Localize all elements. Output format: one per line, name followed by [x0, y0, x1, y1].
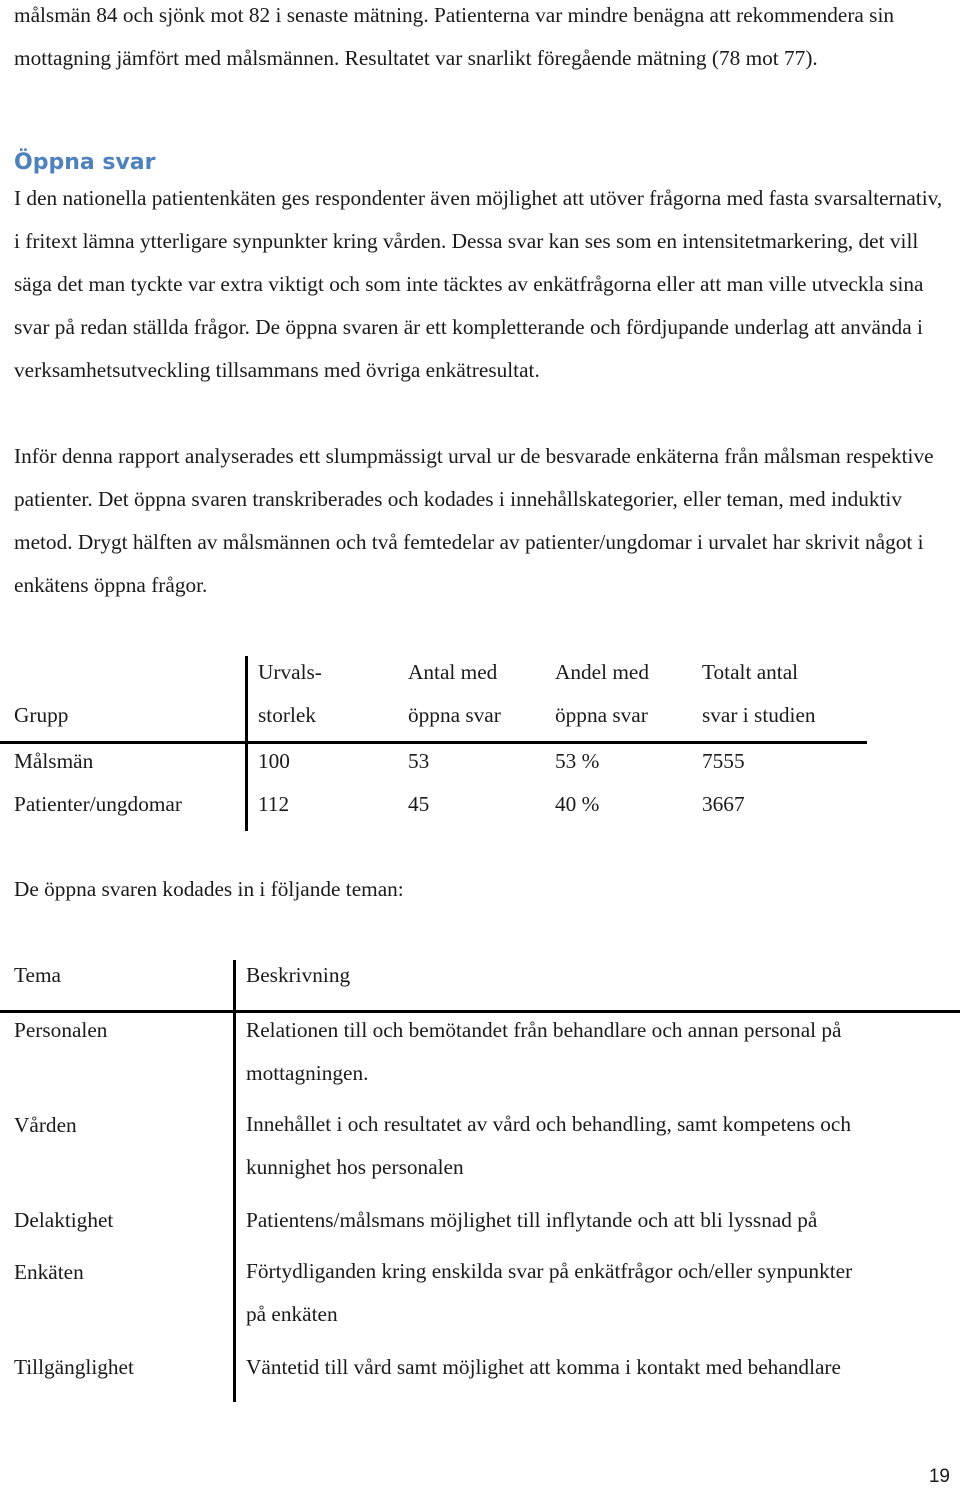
table-divider: [233, 960, 236, 1402]
cell-beskrivning: Patientens/målsmans möjlighet till inflytande och att bli lyssnad på: [246, 1208, 818, 1232]
body-paragraph: Inför denna rapport analyserades ett slumpmässigt urval ur de besvarade enkäterna från målsman respektive patienter. Det öppna svaren transkriberades och kodades i innehållskategorier, eller teman, med induktiv metod. Drygt hälften av målsmännen och två femtedelar av patienter/ungdomar i urvalet har skrivit något i enkätens öppna frågor.: [14, 444, 934, 597]
cell-tema: Vården: [14, 1113, 77, 1137]
header-urval-line1: Urvals-: [258, 660, 322, 684]
header-totalt-line2: svar i studien: [702, 703, 816, 727]
header-antal-line1: Antal med: [408, 660, 498, 684]
header-grupp: Grupp: [14, 703, 69, 727]
cell-andel: 53 %: [555, 749, 600, 773]
cell-urval: 112: [258, 792, 290, 816]
header-antal-line2: öppna svar: [408, 703, 501, 727]
cell-tema: Delaktighet: [14, 1208, 114, 1232]
section-heading: Öppna svar: [14, 150, 156, 175]
header-urval-line2: storlek: [258, 703, 316, 727]
table-divider: [245, 656, 248, 831]
cell-totalt: 7555: [702, 749, 745, 773]
cell-beskrivning: Innehållet i och resultatet av vård och behandling, samt kompetens och kunnighet hos personalen: [246, 1112, 851, 1179]
cell-andel: 40 %: [555, 792, 600, 816]
cell-antal: 53: [408, 749, 430, 773]
header-totalt-line1: Totalt antal: [702, 660, 799, 684]
cell-tema: Personalen: [14, 1018, 108, 1042]
cell-totalt: 3667: [702, 792, 745, 816]
body-paragraph: I den nationella patientenkäten ges respondenter även möjlighet att utöver frågorna med fasta svarsalternativ, i fritext lämna ytterligare synpunkter kring vården. Dessa svar kan ses som en intensitetmarkering, det vill säga det man tyckte var extra viktigt och som inte täcktes av enkätfrågorna eller att man ville utveckla sina svar på redan ställda frågor. De öppna svaren är ett kompletterande och fördjupande underlag att använda i verksamhetsutveckling tillsammans med övriga enkätresultat.: [14, 186, 943, 382]
header-beskrivning: Beskrivning: [246, 963, 351, 987]
cell-urval: 100: [258, 749, 290, 773]
header-andel-line1: Andel med: [555, 660, 650, 684]
themes-intro: De öppna svaren kodades in i följande teman:: [14, 877, 404, 901]
cell-beskrivning: Förtydliganden kring enskilda svar på enkätfrågor och/eller synpunkter på enkäten: [246, 1259, 853, 1326]
cell-tema: Enkäten: [14, 1260, 84, 1284]
cell-beskrivning: Relationen till och bemötandet från behandlare och annan personal på mottagningen.: [246, 1018, 842, 1085]
header-andel-line2: öppna svar: [555, 703, 648, 727]
table-rule: [0, 741, 867, 744]
header-tema: Tema: [14, 963, 61, 987]
cell-grupp: Målsmän: [14, 749, 94, 773]
page-number: 19: [928, 1466, 950, 1487]
cell-grupp: Patienter/ungdomar: [14, 792, 182, 816]
cell-beskrivning: Väntetid till vård samt möjlighet att komma i kontakt med behandlare: [246, 1355, 841, 1379]
cell-antal: 45: [408, 792, 430, 816]
cell-tema: Tillgänglighet: [14, 1355, 134, 1379]
body-paragraph: målsmän 84 och sjönk mot 82 i senaste mätning. Patienterna var mindre benägna att rekommendera sin mottagning jämfört med målsmännen. Resultatet var snarlikt föregående mätning (78 mot 77).: [14, 3, 895, 70]
